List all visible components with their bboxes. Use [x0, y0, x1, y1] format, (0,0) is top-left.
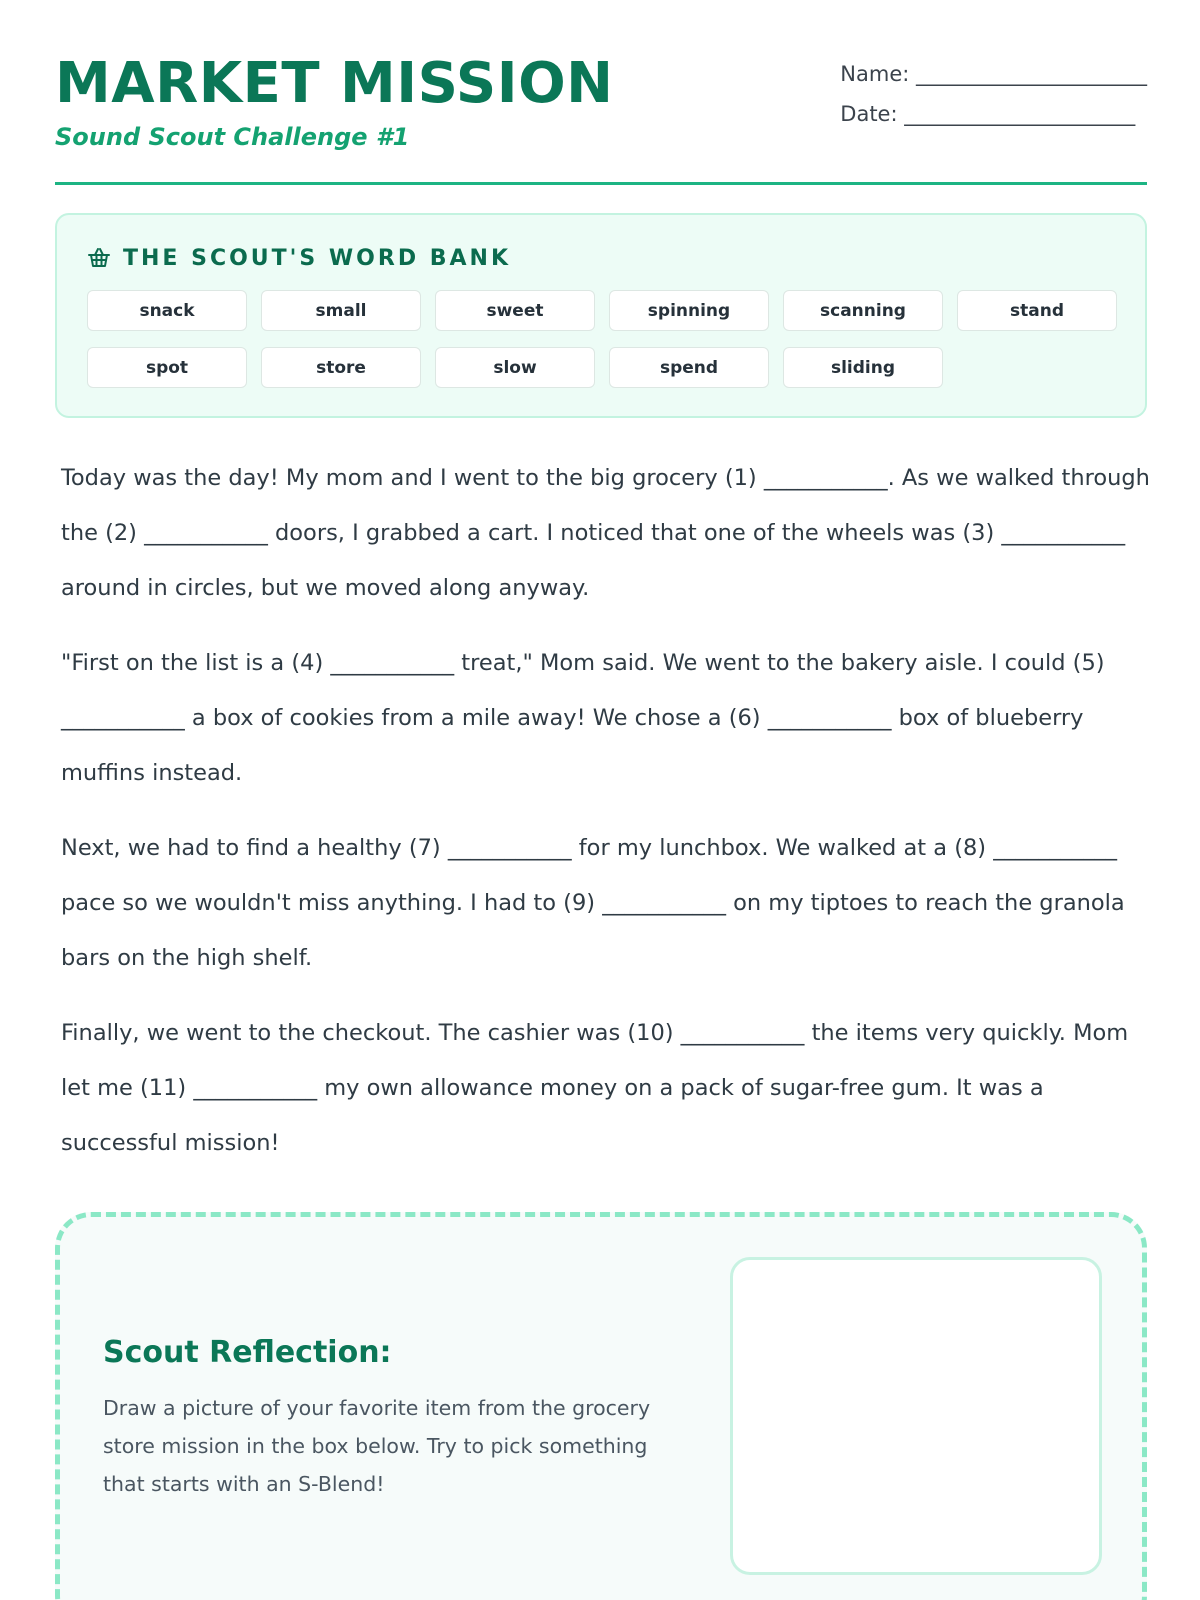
word-bank-header — [87, 243, 511, 273]
story-paragraph: "First on the list is a (4) ___________ treat," Mom said. We went to the bakery aisle. I could (5) ___________ a box of cookies from a mile away! We chose a (6) ___________ box of blueberry muffins instead. — [61, 650, 1105, 786]
student-info — [840, 54, 1147, 134]
page-title: MARKET MISSION — [55, 51, 614, 116]
story-paragraph: Next, we had to find a healthy (7) ___________ for my lunchbox. We walked at a (8) ___________ pace so we wouldn't miss anything. I had to (9) ___________ on my tiptoes to reach the granola bars on the high shelf. — [61, 835, 1125, 971]
word-chip: slow — [435, 347, 595, 388]
word-chip: store — [261, 347, 421, 388]
word-chip: sweet — [435, 290, 595, 331]
story-paragraph: Finally, we went to the checkout. The cashier was (10) ___________ the items very quickly. Mom let me (11) ___________ my own allowance money on a pack of sugar-free gum. It was a successful mission! — [61, 1020, 1129, 1156]
word-chip-grid — [87, 290, 1117, 388]
scout-reflection-box — [55, 1212, 1147, 1600]
word-chip: spinning — [609, 290, 769, 331]
story-paragraph: Today was the day! My mom and I went to the big grocery (1) ___________. As we walked through the (2) ___________ doors, I grabbed a cart. I noticed that one of the wheels was (3) ___________ around in circles, but we moved along anyway. — [61, 465, 1150, 601]
page-subtitle: Sound Scout Challenge #1 — [55, 123, 410, 151]
word-chip: scanning — [783, 290, 943, 331]
reflection-instructions: Draw a picture of your favorite item from the grocery store mission in the box below. Try to pick something that starts with an S-Blend! — [103, 1396, 651, 1496]
worksheet-header — [55, 52, 1147, 185]
word-chip: spot — [87, 347, 247, 388]
word-chip: spend — [609, 347, 769, 388]
word-chip: small — [261, 290, 421, 331]
reflection-title: Scout Reflection: — [103, 1335, 392, 1370]
word-chip: stand — [957, 290, 1117, 331]
word-bank — [55, 213, 1147, 418]
date-field[interactable]: Date: ______________________ — [840, 102, 1136, 126]
drawing-area[interactable] — [730, 1257, 1102, 1575]
story-passage — [61, 451, 1151, 1191]
word-chip: sliding — [783, 347, 943, 388]
basket-icon — [87, 246, 111, 270]
word-bank-title: THE SCOUT'S WORD BANK — [123, 245, 511, 271]
name-field[interactable]: Name: ______________________ — [840, 62, 1147, 86]
word-chip: snack — [87, 290, 247, 331]
